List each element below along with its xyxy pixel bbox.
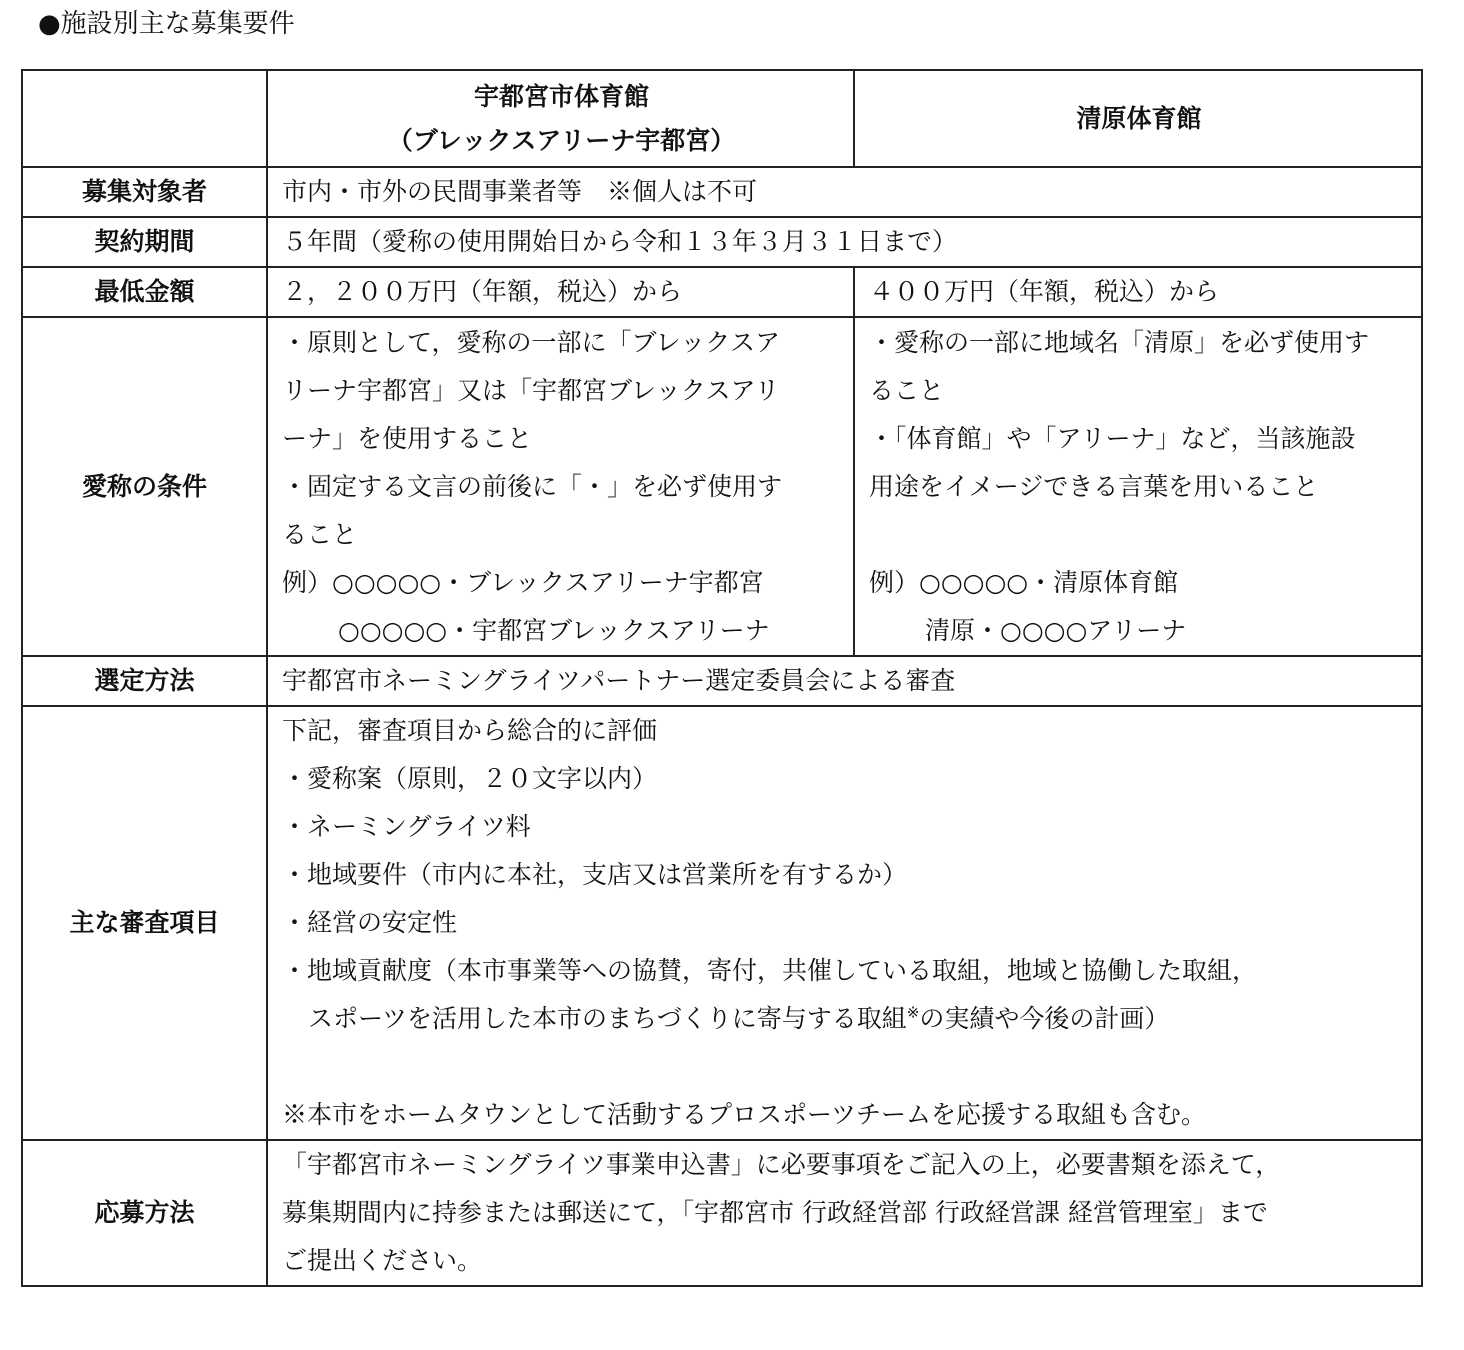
row-min-amount-kiyohara: ４００万円（年額，税込）から (854, 267, 1422, 317)
row-period (22, 217, 1422, 267)
row-target (22, 167, 1422, 217)
row-period-value: ５年間（愛称の使用開始日から令和１３年３月３１日まで） (267, 217, 1422, 267)
requirements-table (21, 69, 1423, 1287)
header-kiyohara-gym: 清原体育館 (854, 70, 1422, 167)
application-line: 募集期間内に持参または郵送にて，「宇都宮市 行政経営部 行政経営課 経営管理室」まで (282, 1198, 1268, 1227)
row-target-label: 募集対象者 (22, 167, 267, 217)
row-selection-label: 選定方法 (22, 656, 267, 706)
section-heading: ●施設別主な募集要件 (38, 9, 295, 39)
naming-kiyohara-line: ること (869, 376, 945, 405)
review-item-continued-text: スポーツを活用した本市のまちづくりに寄与する取組 (308, 1004, 907, 1033)
application-line: 「宇都宮市ネーミングライツ事業申込書」に必要事項をご記入の上，必要書類を添えて， (282, 1150, 1281, 1179)
row-naming-conditions (22, 317, 1422, 656)
header-blank-cell (22, 70, 267, 167)
row-application-value (267, 1140, 1422, 1286)
naming-utsunomiya-example: 例）○○○○○・ブレックスアリーナ宇都宮 (282, 568, 764, 597)
table-header-row (22, 70, 1422, 167)
spacer (282, 1043, 1409, 1091)
review-footnote: ※本市をホームタウンとして活動するプロスポーツチームを応援する取組も含む。 (282, 1100, 1207, 1129)
naming-utsunomiya-line: リーナ宇都宮」又は「宇都宮ブレックスアリ (282, 376, 780, 405)
footnote-mark: ※ (906, 1003, 920, 1022)
row-target-value: 市内・市外の民間事業者等 ※個人は不可 (267, 167, 1422, 217)
naming-utsunomiya-example: ○○○○○・宇都宮ブレックスアリーナ (338, 616, 770, 645)
row-min-amount-label: 最低金額 (22, 267, 267, 317)
review-item: ・経営の安定性 (282, 908, 458, 937)
row-naming-conditions-label: 愛称の条件 (22, 317, 267, 656)
naming-utsunomiya-line: ・固定する文言の前後に「・」を必ず使用す (282, 472, 783, 501)
review-item-continued-tail: の実績や今後の計画） (919, 1004, 1170, 1033)
review-intro: 下記，審査項目から総合的に評価 (282, 716, 658, 745)
row-application-label: 応募方法 (22, 1140, 267, 1286)
naming-utsunomiya-line: ・原則として，愛称の一部に「ブレックスア (282, 328, 781, 357)
naming-utsunomiya-line: ーナ」を使用すること (282, 424, 533, 453)
row-selection-value: 宇都宮市ネーミングライツパートナー選定委員会による審査 (267, 656, 1422, 706)
review-item: ・地域貢献度（本市事業等への協賛，寄付，共催している取組，地域と協働した取組， (282, 956, 1258, 985)
naming-kiyohara-example: 清原・○○○○アリーナ (925, 616, 1187, 645)
row-naming-conditions-kiyohara (854, 317, 1422, 656)
spacer (869, 511, 1409, 559)
row-min-amount (22, 267, 1422, 317)
naming-utsunomiya-line: ること (282, 520, 358, 549)
naming-kiyohara-example: 例）○○○○○・清原体育館 (869, 568, 1179, 597)
review-item: ・地域要件（市内に本社，支店又は営業所を有するか） (282, 860, 908, 889)
row-naming-conditions-utsunomiya (267, 317, 854, 656)
review-item: ・愛称案（原則，２０文字以内） (282, 764, 658, 793)
row-review-items (22, 706, 1422, 1140)
row-selection (22, 656, 1422, 706)
header-utsunomiya-gym-alias: （ブレックスアリーナ宇都宮） (387, 125, 736, 155)
row-review-items-label: 主な審査項目 (22, 706, 267, 1140)
row-min-amount-utsunomiya: ２，２００万円（年額，税込）から (267, 267, 854, 317)
naming-kiyohara-line: ・愛称の一部に地域名「清原」を必ず使用す (869, 328, 1370, 357)
review-item-continued (282, 995, 1409, 1043)
header-utsunomiya-gym-name: 宇都宮市体育館 (473, 81, 649, 111)
row-period-label: 契約期間 (22, 217, 267, 267)
review-item: ・ネーミングライツ料 (282, 812, 531, 841)
naming-kiyohara-line: 用途をイメージできる言葉を用いること (869, 472, 1319, 501)
header-utsunomiya-gym (267, 70, 854, 167)
naming-kiyohara-line: ・「体育館」や「アリーナ」など，当該施設 (869, 424, 1356, 453)
application-line: ご提出ください。 (282, 1246, 483, 1275)
row-review-items-value (267, 706, 1422, 1140)
row-application (22, 1140, 1422, 1286)
